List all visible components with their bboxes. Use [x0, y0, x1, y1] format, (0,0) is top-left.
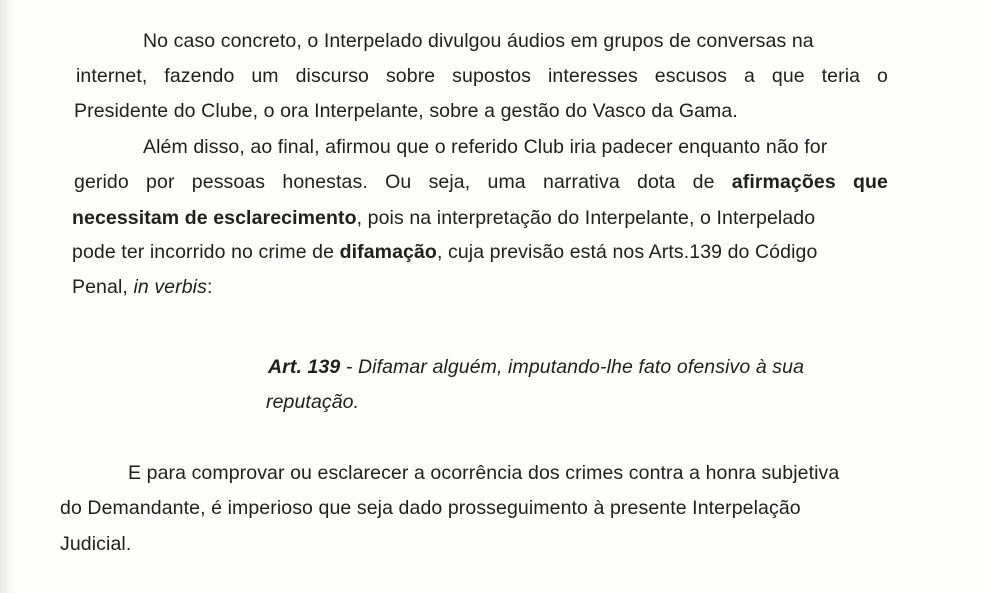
paragraph2-line5-post: : — [206, 276, 213, 298]
paragraph1-line3: Presidente do Clube, o ora Interpelante, sobre a gestão do Vasco da Gama. — [74, 100, 738, 122]
paragraph1-line2: internet, fazendo um discurso sobre supostos interesses escusos a que teria o — [76, 65, 888, 87]
paragraph2-line2-bold: afirmações que — [731, 171, 888, 193]
paragraph2-line4 — [72, 243, 817, 263]
paragraph3-line1: E para comprovar ou esclarecer a ocorrência dos crimes contra a honra subjetiva — [128, 462, 840, 484]
paragraph2-line3-bold: necessitam de esclarecimento — [72, 207, 357, 229]
paragraph2-line3-text: , pois na interpretação do Interpelante, o Interpelado — [356, 207, 816, 229]
paragraph2-line5-pre: Penal, — [72, 276, 128, 298]
paragraph2-line4-pre: pode ter incorrido no crime de — [72, 241, 335, 263]
quote-line1-text: - Difamar alguém, imputando-lhe fato ofensivo à sua — [340, 356, 805, 378]
paragraph2-line4-post: , cuja previsão está nos Arts.139 do Código — [436, 241, 818, 263]
paragraph2-line1: Além disso, ao final, afirmou que o referido Club iria padecer enquanto não for — [143, 136, 828, 158]
paragraph2-line5 — [72, 278, 212, 298]
paragraph2-line4-bold: difamação — [339, 241, 437, 263]
quote-article-number: Art. 139 — [268, 356, 341, 378]
quote-line2: reputação. — [266, 391, 360, 413]
quote-line1 — [268, 358, 804, 378]
page-margin-shadow — [0, 0, 14, 593]
paragraph1-line1: No caso concreto, o Interpelado divulgou áudios em grupos de conversas na — [143, 30, 814, 52]
paragraph2-line2 — [74, 173, 888, 193]
paragraph2-line2-text: gerido por pessoas honestas. Ou seja, uma narrativa dota de — [74, 171, 715, 193]
paragraph2-line3 — [72, 209, 815, 229]
paragraph2-line5-italic: in verbis — [133, 276, 207, 298]
paragraph3-line2: do Demandante, é imperioso que seja dado prosseguimento à presente Interpelação — [60, 497, 801, 519]
paragraph3-line3: Judicial. — [60, 533, 132, 555]
